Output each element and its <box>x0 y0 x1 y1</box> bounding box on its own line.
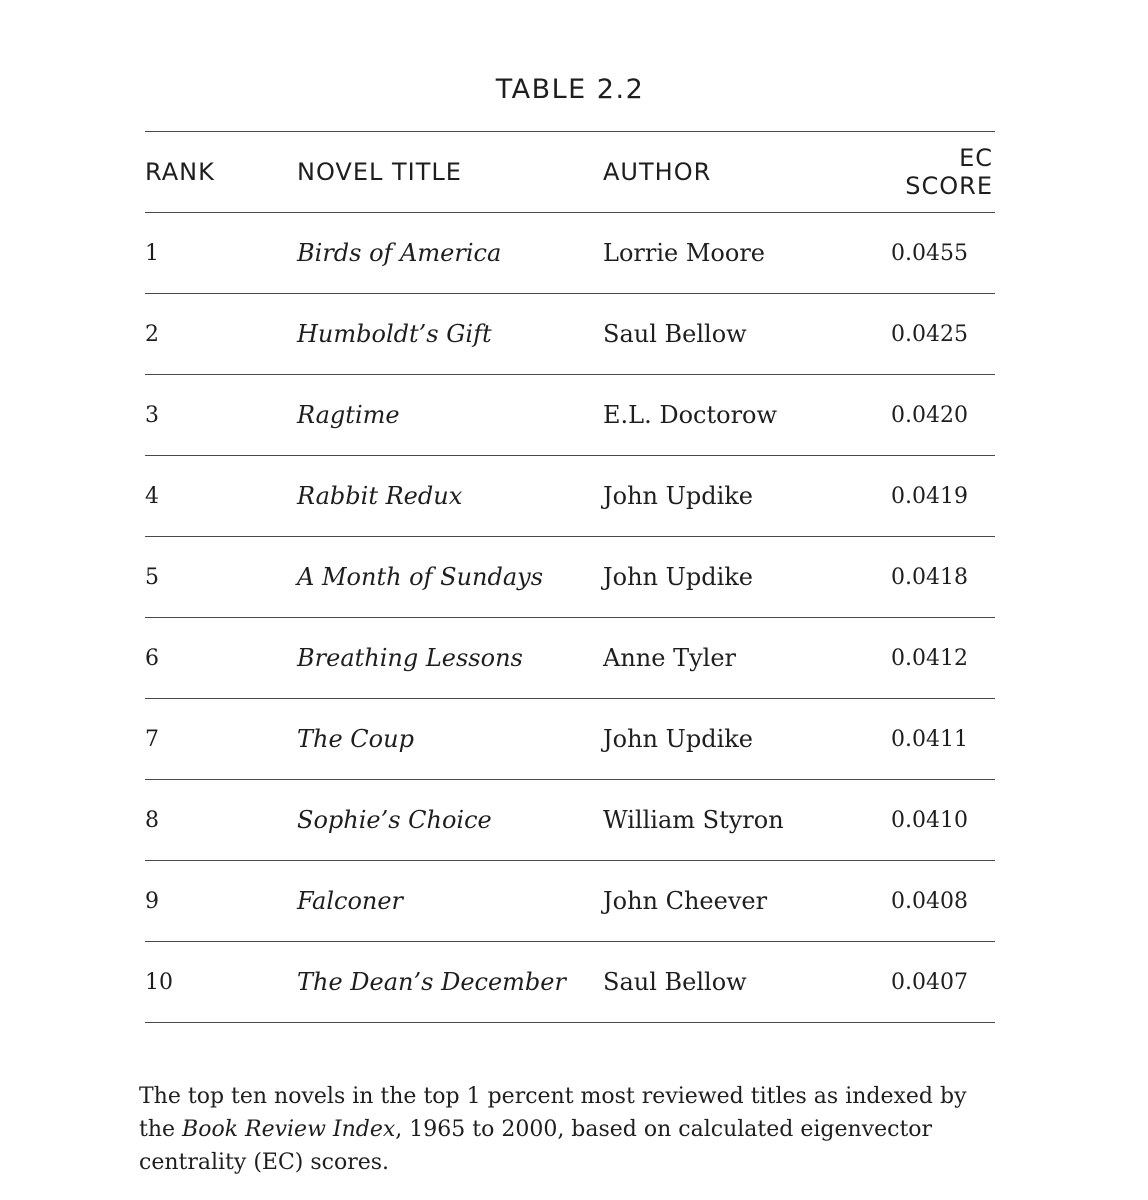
rank-cell: 8 <box>145 780 297 861</box>
author-cell: Anne Tyler <box>603 618 869 699</box>
caption-text-start: The top ten novels in the top 1 percent most reviewed titles as indexed by the <box>139 1084 967 1142</box>
novel-title-cell: Humboldt’s Gift <box>297 294 603 375</box>
ec-score-cell: 0.0425 <box>869 294 995 375</box>
novel-title-cell: Birds of America <box>297 213 603 294</box>
author-cell: Saul Bellow <box>603 294 869 375</box>
author-cell: Saul Bellow <box>603 942 869 1023</box>
caption-text-end: , 1965 to 2000, based on calculated eigenvector centrality (EC) scores. <box>139 1117 933 1175</box>
author-cell: E.L. Doctorow <box>603 375 869 456</box>
novel-title-cell: Falconer <box>297 861 603 942</box>
rank-cell: 3 <box>145 375 297 456</box>
novel-title-cell: Sophie’s Choice <box>297 780 603 861</box>
rank-cell: 7 <box>145 699 297 780</box>
table-title: TABLE 2.2 <box>495 74 645 105</box>
novel-title-cell: Ragtime <box>297 375 603 456</box>
table-caption <box>139 1080 1009 1179</box>
ec-score-cell: 0.0410 <box>869 780 995 861</box>
ec-score-cell: 0.0419 <box>869 456 995 537</box>
author-cell: William Styron <box>603 780 869 861</box>
novel-title-cell: The Coup <box>297 699 603 780</box>
ec-score-cell: 0.0420 <box>869 375 995 456</box>
ec-score-cell: 0.0412 <box>869 618 995 699</box>
rank-cell: 4 <box>145 456 297 537</box>
table-row <box>145 618 995 699</box>
novels-table <box>145 131 995 1023</box>
rank-cell: 6 <box>145 618 297 699</box>
header-ec-score: EC SCORE <box>869 132 995 213</box>
table-row <box>145 537 995 618</box>
rank-cell: 5 <box>145 537 297 618</box>
table-row <box>145 213 995 294</box>
table-header-row <box>145 132 995 213</box>
author-cell: John Updike <box>603 537 869 618</box>
rank-cell: 1 <box>145 213 297 294</box>
caption-source-title: Book Review Index <box>182 1117 396 1142</box>
table-row <box>145 456 995 537</box>
ec-score-cell: 0.0407 <box>869 942 995 1023</box>
ec-score-cell: 0.0411 <box>869 699 995 780</box>
author-cell: John Updike <box>603 456 869 537</box>
author-cell: John Updike <box>603 699 869 780</box>
author-cell: John Cheever <box>603 861 869 942</box>
ec-score-cell: 0.0455 <box>869 213 995 294</box>
table-row <box>145 780 995 861</box>
rank-cell: 2 <box>145 294 297 375</box>
ec-score-cell: 0.0408 <box>869 861 995 942</box>
table-row <box>145 294 995 375</box>
header-author: AUTHOR <box>603 132 869 213</box>
author-cell: Lorrie Moore <box>603 213 869 294</box>
rank-cell: 9 <box>145 861 297 942</box>
ec-score-cell: 0.0418 <box>869 537 995 618</box>
novel-title-cell: A Month of Sundays <box>297 537 603 618</box>
table-row <box>145 861 995 942</box>
header-rank: RANK <box>145 132 297 213</box>
rank-cell: 10 <box>145 942 297 1023</box>
novel-title-cell: Breathing Lessons <box>297 618 603 699</box>
novel-title-cell: The Dean’s December <box>297 942 603 1023</box>
table-row <box>145 942 995 1023</box>
table-row <box>145 699 995 780</box>
table-row <box>145 375 995 456</box>
header-novel-title: NOVEL TITLE <box>297 132 603 213</box>
novel-title-cell: Rabbit Redux <box>297 456 603 537</box>
